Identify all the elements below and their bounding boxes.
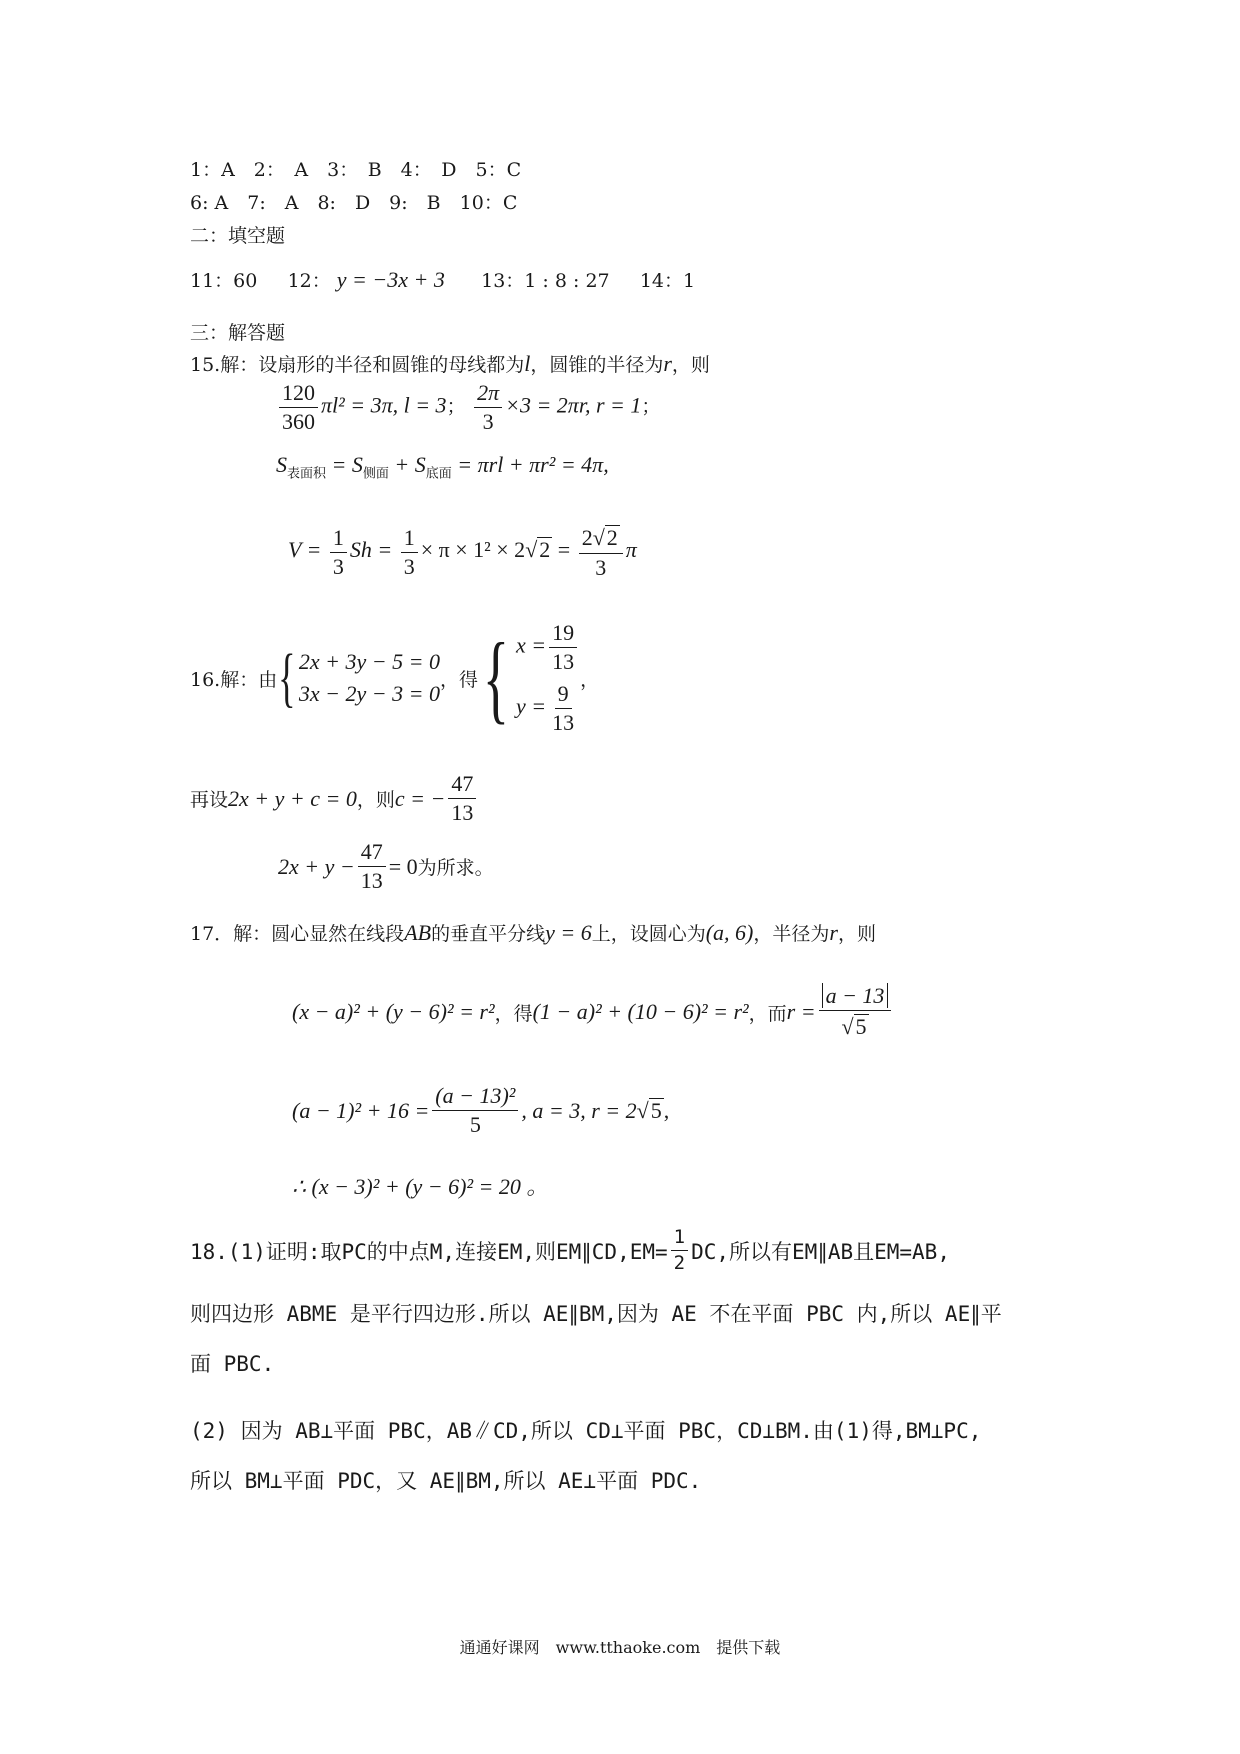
frac-num: (a − 13)²: [432, 1085, 518, 1111]
q16-c-lhs: c = −: [394, 785, 446, 811]
s-sub-base: 底面: [425, 465, 452, 481]
answer-12-label: 12：: [287, 270, 331, 292]
v-pi: π: [625, 537, 637, 563]
q17-eq3-rhs: , a = 3, r = 2: [521, 1097, 637, 1123]
q17-mid3: ，半径为: [753, 923, 830, 945]
page-footer: 通通好课网 www.tthaoke.com 提供下载: [459, 1638, 781, 1657]
q17-center: (a, 6): [705, 920, 754, 945]
q15-intro: [190, 350, 710, 377]
q15-intro-text: 15.解：设扇形的半径和圆锥的母线都为: [190, 354, 525, 376]
q17-mid1: 的垂直平分线: [431, 923, 546, 945]
q17-mid2: 上，设圆心为: [591, 923, 706, 945]
q17-eq1: (x − a)² + (y − 6)² = r²: [292, 999, 495, 1025]
frac-num-sqrt: 2: [606, 525, 618, 550]
q15-intro-mid: ，圆锥的半径为: [530, 354, 664, 376]
q16-eq-2: 3x − 2y − 3 = 0: [298, 681, 440, 706]
q15-intro-end: ，则: [671, 354, 710, 376]
frac-den: 360: [282, 409, 315, 434]
q17-end: ，则: [837, 923, 876, 945]
q15-formula-1-rest: πl² = 3π, l = 3: [321, 392, 447, 418]
v-lhs: V =: [288, 537, 322, 563]
answer-11: 11：60: [190, 270, 258, 292]
q17-intro: [190, 919, 876, 946]
q15-var-l: l: [524, 351, 531, 376]
frac-num: 120: [279, 382, 318, 408]
frac-num: 1: [330, 527, 347, 553]
frac-den: 3: [595, 555, 607, 581]
choice-answers-row-1: 1：A 2： A 3： B 4： D 5：C: [190, 159, 522, 181]
s-plus: + S: [388, 452, 426, 477]
q16-solution: [516, 622, 580, 734]
q16-system: [190, 622, 599, 734]
section-heading-solutions: 三：解答题: [190, 322, 286, 344]
q17-eq3-end: ,: [663, 1097, 670, 1123]
semicolon: ；: [446, 396, 466, 418]
q15-formula-2-rest: ×3 = 2πr, r = 1: [505, 392, 642, 418]
frac-num: 2π: [474, 382, 502, 408]
frac-den: 13: [360, 868, 383, 893]
q18-line-1: [190, 1228, 950, 1273]
q16-ans-lhs: 2x + y −: [278, 853, 355, 879]
s-sub-surface: 表面积: [287, 465, 327, 481]
q18-half: [671, 1228, 688, 1273]
q16-x-solution: [516, 622, 580, 673]
q16-answer: [278, 841, 494, 892]
q17-eq3-sqrt: 5: [650, 1097, 662, 1123]
answer-13: 13：1 : 8 : 27: [481, 270, 610, 292]
q15-fraction-2pi-3: [474, 382, 502, 433]
q18-line-4: (2) 因为 AB⊥平面 PBC，AB∥CD,所以 CD⊥平面 PBC，CD⊥BM.由(1)得,BM⊥PC,: [190, 1419, 982, 1443]
q16-de: ，得: [439, 668, 478, 691]
q16-eq-1: 2x + 3y − 5 = 0: [298, 649, 440, 675]
q15-fraction-120-360: [279, 382, 318, 433]
q17-er: ，而: [748, 1002, 787, 1025]
q17-eq3-frac: [432, 1085, 518, 1136]
q17-r-lhs: r =: [786, 999, 816, 1025]
answer-14: 14：1: [639, 270, 696, 292]
q18-l1b: DC,所以有EM∥AB且EM=AB,: [691, 1239, 950, 1264]
q15-volume: V = $\frac{1}{3}$ Sh = $\frac{1}{3}$ × π × 1² × 2√2 = $\frac{2√2}{3}$ π: [288, 524, 637, 581]
q17-equation-2: (a − 1)² + 16 = $\frac{\text{(a − 13)²}}{5}$ , a = 3, r = 2 √ 5 ,: [292, 1083, 670, 1137]
abs-value: a − 13: [822, 983, 889, 1008]
q16-ans-frac: [358, 841, 386, 892]
v-frac-2: [401, 524, 418, 579]
v-sh: Sh =: [349, 537, 393, 563]
fill-answers-row: [190, 266, 695, 293]
q17-r-frac: $\frac{a - 13}{√5}$: [819, 985, 892, 1039]
q17-final: ∴ (x − 3)² + (y − 6)² = 20 。: [292, 1174, 549, 1199]
q17-ab: AB: [404, 920, 432, 945]
frac-den: 5: [469, 1112, 481, 1137]
q17-yline: y = 6: [545, 920, 592, 945]
s-eq: = S: [326, 452, 363, 477]
frac-den: 2: [673, 1252, 686, 1274]
frac-den: 3: [332, 553, 344, 579]
q16-line2-text: 再设: [190, 789, 229, 811]
v-eq: =: [557, 537, 571, 563]
x-lhs: x =: [516, 632, 547, 658]
frac-den: 13: [552, 649, 575, 674]
frac-num: 1: [671, 1228, 688, 1251]
q17-eq3-lhs: (a − 1)² + 16 =: [292, 1097, 430, 1123]
q17-intro-text: 17．解：圆心显然在线段: [190, 923, 405, 945]
v-frac-3: $\frac{2√2}{3}$: [579, 525, 623, 579]
q17-eq2: (1 − a)² + (10 − 6)² = r²: [532, 999, 749, 1025]
q16-equations: [299, 646, 440, 710]
q16-line2-mid: ，则: [356, 789, 395, 811]
frac-den: 13: [451, 800, 474, 825]
q18-l1a: 18.(1)证明:取PC的中点M,连接EM,则EM∥CD,EM=: [190, 1239, 668, 1264]
v-frac-1: [330, 524, 347, 579]
frac-num: 1: [401, 527, 418, 553]
q16-ans-rhs: = 0: [388, 853, 418, 879]
q18-line-5: 所以 BM⊥平面 PDC，又 AE∥BM,所以 AE⊥平面 PDC.: [190, 1469, 702, 1493]
s-symbol: S: [276, 452, 287, 477]
frac-den-sqrt: 5: [855, 1014, 867, 1039]
q16-comma: ，: [580, 668, 600, 691]
choice-answers-row-2: 6: A 7: A 8: D 9: B 10：C: [190, 192, 518, 214]
section-heading-fill-in: 二：填空题: [190, 225, 286, 247]
frac-num: 47: [358, 841, 386, 867]
left-brace-icon: {: [278, 641, 296, 714]
q18-line-2: 则四边形 ABME 是平行四边形.所以 AE∥BM,因为 AE 不在平面 PBC 内,所以 AE∥平: [190, 1302, 1002, 1326]
frac-num: 19: [549, 622, 577, 648]
answer-12-expr: y = −3x + 3: [336, 267, 445, 292]
q16-c-frac: [448, 773, 476, 824]
frac-den: 3: [403, 553, 415, 579]
q16-label: 16.解：由: [190, 668, 278, 691]
q17-r: r: [829, 920, 838, 945]
q15-var-r: r: [663, 351, 672, 376]
frac-den: 3: [482, 409, 494, 434]
q16-line-2: [190, 773, 479, 824]
frac-num: 47: [448, 773, 476, 799]
q18-line-3: 面 PBC.: [190, 1352, 275, 1376]
q17-equation-1: [292, 985, 894, 1039]
frac-num: 9: [555, 683, 572, 709]
q16-line2-expr: 2x + y + c = 0: [228, 785, 357, 811]
q15-surface-area: [276, 452, 609, 481]
frac-num: 2: [581, 525, 593, 550]
q17-de: ，得: [494, 1002, 533, 1025]
q16-ans-text: 为所求。: [417, 857, 494, 879]
q15-formula-1: [276, 382, 660, 433]
frac-den: 13: [552, 710, 575, 735]
v-product: × π × 1² × 2: [420, 537, 526, 563]
left-brace-icon: {: [482, 622, 510, 733]
semicolon: ；: [641, 396, 661, 418]
s-sub-side: 侧面: [362, 465, 389, 481]
q16-y-solution: [516, 683, 580, 734]
s-rest: = πrl + πr² = 4π,: [451, 452, 609, 477]
v-sqrt: 2: [539, 537, 551, 563]
y-lhs: y =: [516, 693, 547, 719]
